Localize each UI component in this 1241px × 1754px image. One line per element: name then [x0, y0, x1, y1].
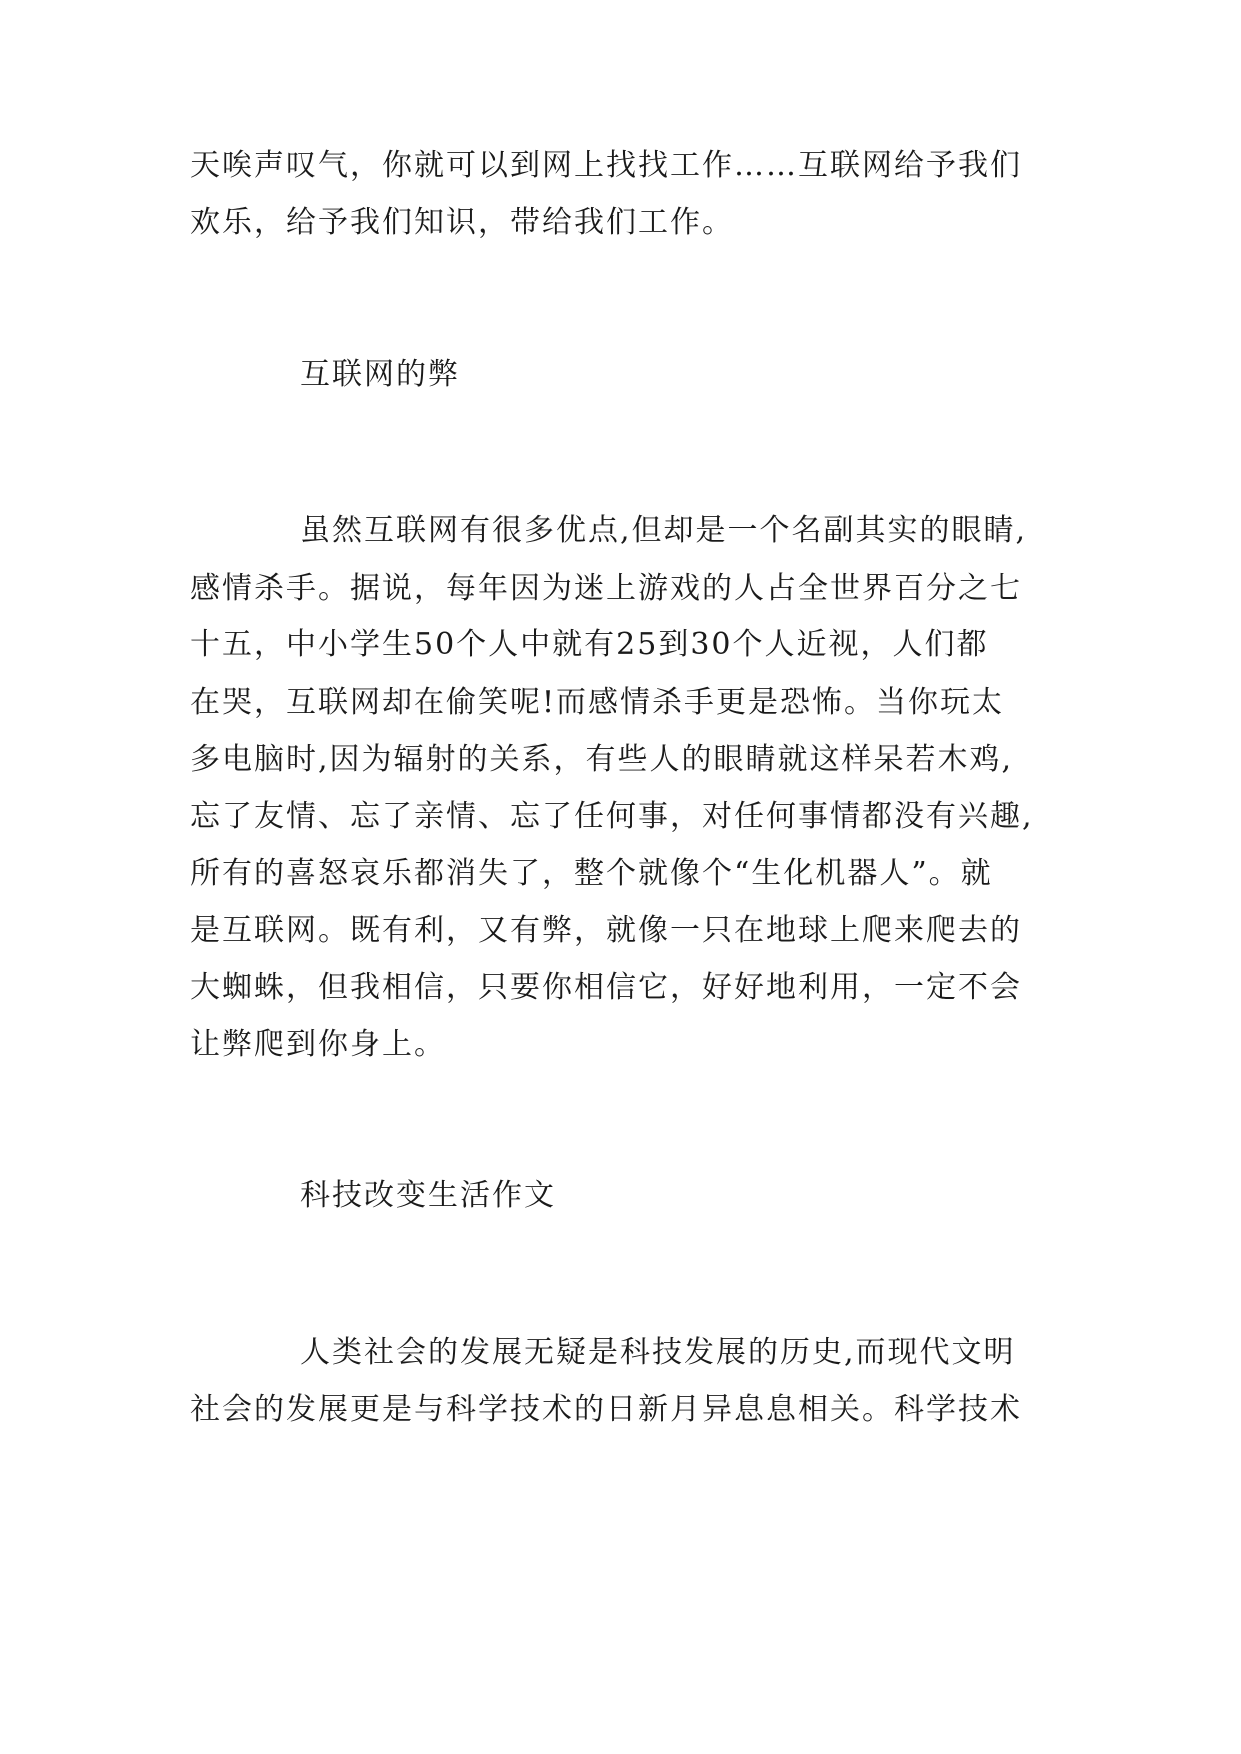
section-heading: 互联网的弊: [300, 357, 460, 392]
paragraph-line: 忘了友情、忘了亲情、忘了任何事，对任何事情都没有兴趣,: [190, 799, 1034, 834]
paragraph-line: 天唉声叹气，你就可以到网上找找工作……互联网给予我们: [190, 148, 1022, 183]
paragraph-line: 虽然互联网有很多优点,但却是一个名副其实的眼睛,: [300, 513, 1028, 548]
paragraph-line: 所有的喜怒哀乐都消失了，整个就像个“生化机器人”。就: [190, 856, 993, 891]
paragraph-line: 多电脑时,因为辐射的关系，有些人的眼睛就这样呆若木鸡,: [190, 742, 1014, 777]
paragraph-line: 大蜘蛛，但我相信，只要你相信它，好好地利用，一定不会: [190, 970, 1022, 1005]
paragraph-line: 人类社会的发展无疑是科技发展的历史,而现代文明: [300, 1335, 1016, 1370]
paragraph-line: 在哭，互联网却在偷笑呢!而感情杀手更是恐怖。当你玩太: [190, 685, 1005, 720]
section-heading: 科技改变生活作文: [300, 1178, 556, 1213]
paragraph-line: 感情杀手。据说，每年因为迷上游戏的人占全世界百分之七: [190, 571, 1022, 606]
paragraph-line: 社会的发展更是与科学技术的日新月异息息相关。科学技术: [190, 1392, 1022, 1427]
paragraph-line: 是互联网。既有利，又有弊，就像一只在地球上爬来爬去的: [190, 913, 1022, 948]
paragraph-line: 十五，中小学生50个人中就有25到30个人近视，人们都: [190, 627, 989, 662]
paragraph-line: 欢乐，给予我们知识，带给我们工作。: [190, 205, 734, 240]
paragraph-line: 让弊爬到你身上。: [190, 1027, 446, 1062]
